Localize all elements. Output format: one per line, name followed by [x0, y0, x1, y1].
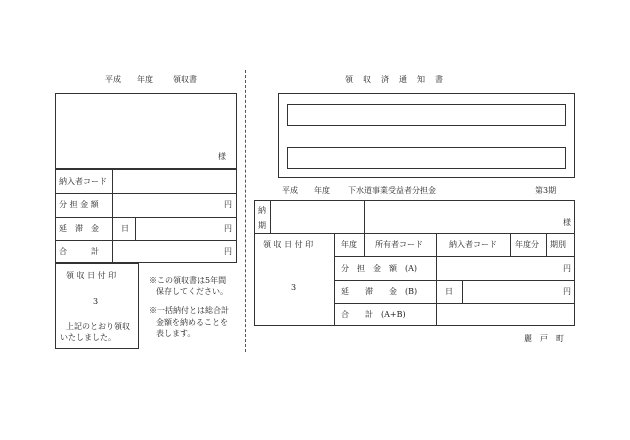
column-year: 年度	[341, 240, 357, 249]
notice-late-fee-days: 日	[445, 287, 453, 296]
receipt-heading	[105, 75, 215, 85]
town-name: 麗 戸 町	[524, 334, 564, 343]
notice-sama: 様	[563, 218, 571, 227]
notice-late-fee-label: 延 滞 金 (B)	[341, 287, 418, 296]
notice-amount-unit: 円	[563, 264, 571, 273]
receipt-stamp-body-2: いたしました。	[60, 333, 116, 342]
column-payer-code: 納入者コード	[449, 240, 497, 249]
receipt-stamp-number: 3	[93, 297, 99, 306]
receipt-late-fee-unit: 円	[224, 224, 232, 233]
note-2-line-1: ※一括納付とは総合計	[149, 306, 229, 315]
receipt-era: 平成	[105, 75, 121, 84]
notice-title: 領 収 済 通 知 書	[345, 75, 444, 84]
note-1-line-2: 保存してください。	[156, 287, 228, 296]
note-2-line-3: 表します。	[156, 329, 196, 338]
notice-subject: 下水道事業受益者分担金	[348, 186, 436, 195]
receipt-amount-unit: 円	[224, 200, 232, 209]
notice-ki-label: 期	[258, 221, 266, 230]
notice-date-stamp-number: 3	[291, 283, 297, 292]
notice-period: 第3期	[535, 186, 557, 195]
perforation-line	[245, 70, 246, 352]
receipt-stamp-title: 領 収 日 付 印	[66, 271, 117, 280]
receipt-late-fee-label: 延 滞 金	[59, 224, 99, 233]
notice-late-fee-unit: 円	[563, 287, 571, 296]
receipt-amount-label: 分 担 金 額	[59, 200, 99, 209]
notice-era: 平成	[282, 186, 298, 195]
receipt-stamp-body-1: 上記のとおり領収	[66, 322, 130, 331]
notice-address-field-2	[287, 147, 566, 169]
note-2-line-2: 金額を納めることを	[156, 318, 228, 327]
column-year-portion: 年度分	[515, 240, 539, 249]
notice-address-field-1	[287, 104, 566, 126]
notice-date-stamp-label: 領 収 日 付 印	[263, 240, 314, 249]
receipt-payer-box	[55, 93, 237, 169]
receipt-total-label: 合 計	[59, 247, 99, 256]
receipt-title: 領収書	[173, 75, 197, 84]
notice-table	[254, 200, 575, 326]
receipt-late-fee-days: 日	[121, 224, 129, 233]
receipt-year: 年度	[137, 75, 153, 84]
notice-nou-label: 納	[258, 206, 266, 215]
receipt-sama: 様	[218, 152, 226, 161]
note-1-line-1: ※この領収書は5年間	[149, 276, 227, 285]
notice-amount-label: 分 担 金 額 (A)	[341, 264, 418, 273]
receipt-total-unit: 円	[224, 247, 232, 256]
notice-year: 年度	[314, 186, 330, 195]
notice-total-label: 合 計 (A+B)	[341, 310, 406, 319]
column-owner-code: 所有者コード	[375, 240, 423, 249]
column-period: 期別	[550, 240, 566, 249]
receipt-payer-code-label: 納入者コード	[59, 177, 107, 186]
